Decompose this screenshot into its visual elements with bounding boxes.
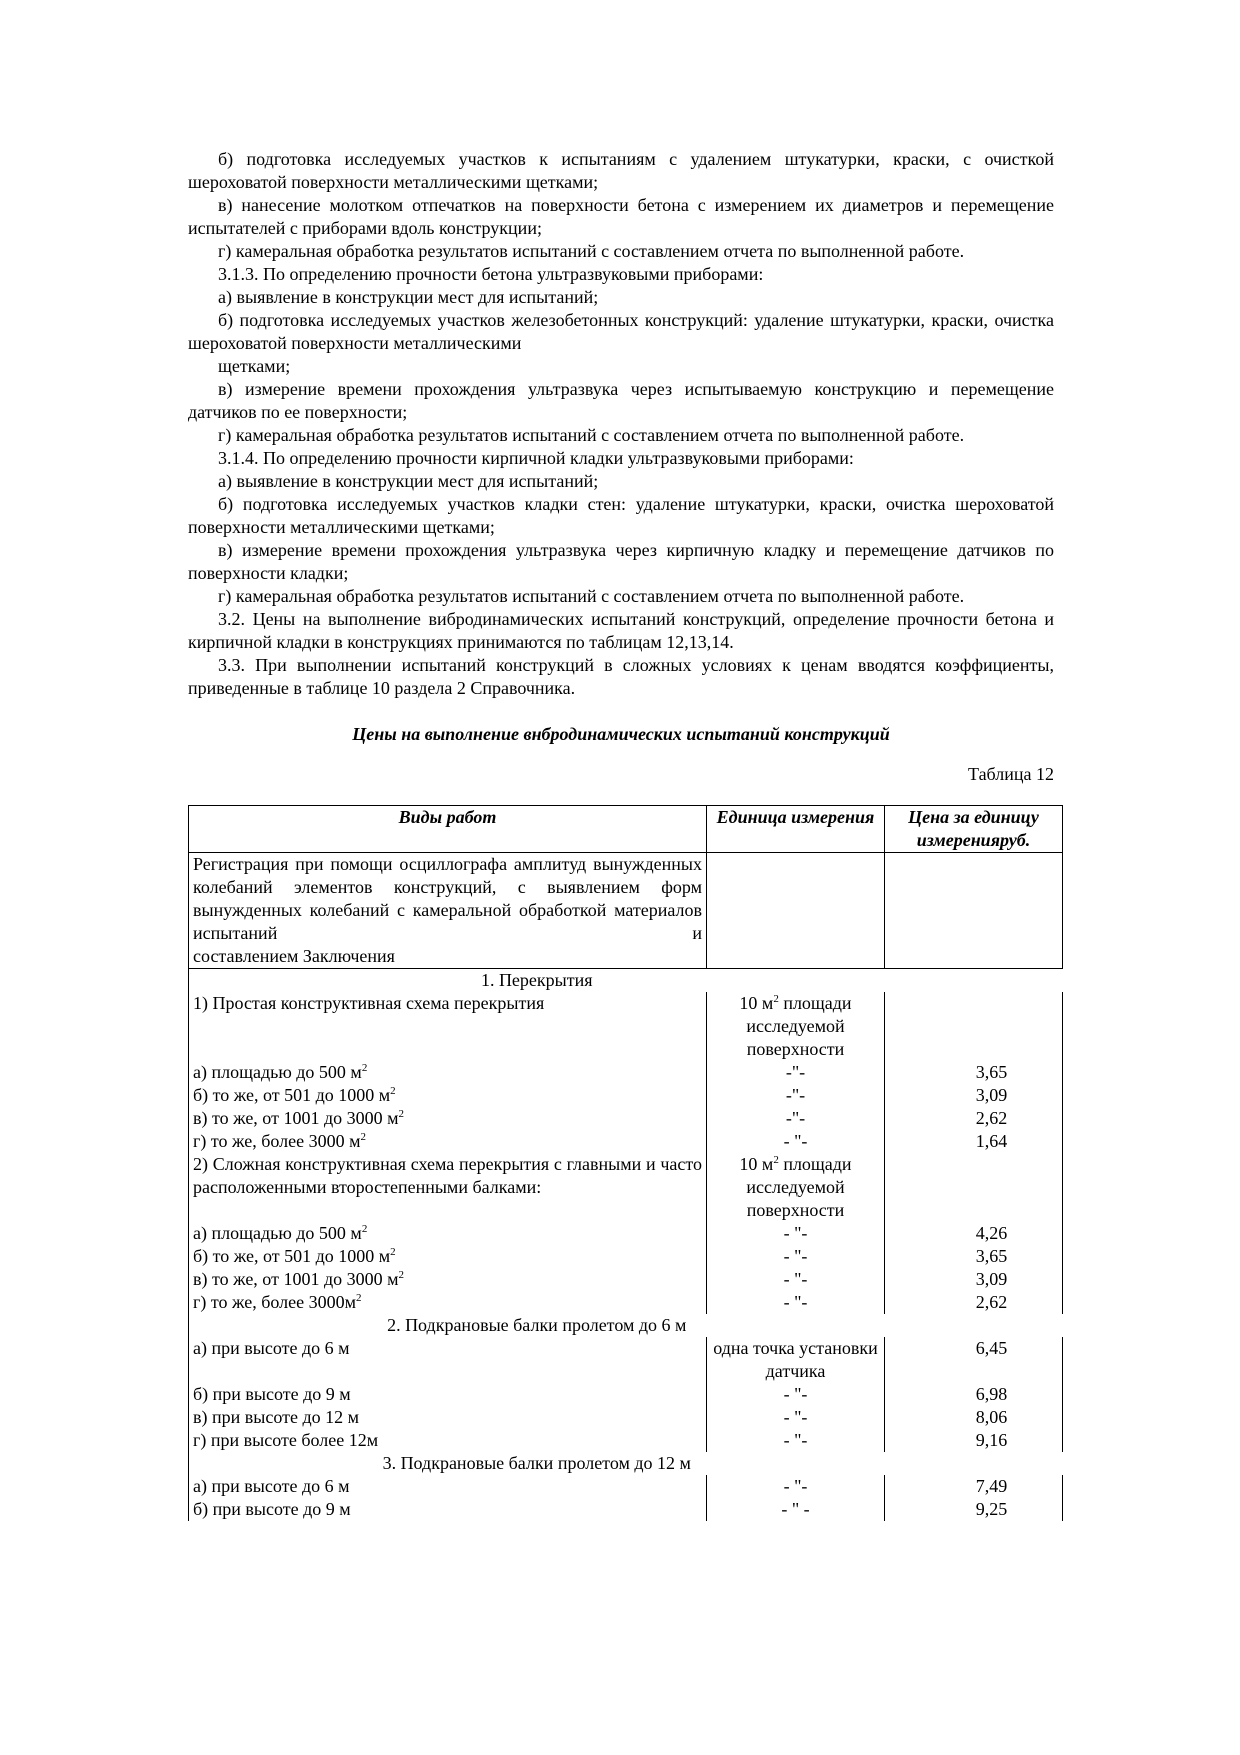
paragraph: 3.3. При выполнении испытаний конструкций в сложных условиях к ценам вводятся коэффициенты, приведенные в таблице 10 раздела 2 Справочника. (188, 655, 1054, 698)
section-title: 2. Подкрановые балки пролетом до 6 м (189, 1314, 885, 1337)
header-unit: Единица измерения (707, 806, 885, 853)
section-title: 3. Подкрановые балки пролетом до 12 м (189, 1452, 885, 1475)
section-row (189, 969, 1063, 993)
table-row: в) то же, от 1001 до 3000 $м^2$ - "- 3,09 (189, 1268, 1063, 1291)
table-row: б) при высоте до 9 м - "- 6,98 (189, 1383, 1063, 1406)
table-row: а) при высоте до 6 м одна точка установки датчика 6,45 (189, 1337, 1063, 1383)
paragraph: 3.1.3. По определению прочности бетона ультразвуковыми приборами: (218, 264, 764, 284)
paragraph: г) камеральная обработка результатов испытаний с составлением отчета по выполненной работе. (218, 425, 965, 445)
table-number: Таблица 12 (968, 764, 1054, 784)
paragraph: в) измерение времени прохождения ультразвука через кирпичную кладку и перемещение датчиков по поверхности кладки; (188, 540, 1054, 583)
paragraph: а) выявление в конструкции мест для испытаний; (218, 471, 599, 491)
paragraph: б) подготовка исследуемых участков к испытаниям с удалением штукатурки, краски, с очисткой шероховатой поверхности металлическими щетками; (188, 149, 1054, 192)
table-row: а) при высоте до 6 м - "- 7,49 (189, 1475, 1063, 1498)
table-row: 1) Простая конструктивная схема перекрытия 10 $м^2$ площади исследуемой поверхности (189, 992, 1063, 1061)
document-page (188, 148, 1054, 1521)
header-price: Цена за единицу измеренияруб. (885, 806, 1063, 853)
table-row: б) при высоте до 9 м - " - 9,25 (189, 1498, 1063, 1521)
table-row: б) то же, от 501 до 1000 $м^2$ - "- 3,65 (189, 1245, 1063, 1268)
paragraph: в) измерение времени прохождения ультразвука через испытываемую конструкцию и перемещение датчиков по ее поверхности; (188, 379, 1054, 422)
paragraph: щетками; (218, 356, 291, 376)
table-row (189, 853, 1063, 969)
paragraph: г) камеральная обработка результатов испытаний с составлением отчета по выполненной работе. (218, 241, 965, 261)
table-row: а) площадью до 500 $м^2$ -"- 3,65 (189, 1061, 1063, 1084)
table-row: г) то же, более $3000м^2$ - "- 2,62 (189, 1291, 1063, 1314)
table-caption: Цены на выполнение внбродинамических испытаний конструкций (352, 724, 890, 744)
table-row: а) площадью до 500 $м^2$ - "- 4,26 (189, 1222, 1063, 1245)
paragraph: в) нанесение молотком отпечатков на поверхности бетона с измерением их диаметров и перемещение испытателей с приборами вдоль конструкции; (188, 195, 1054, 238)
table-row: в) то же, от 1001 до 3000 $м^2$ -"- 2,62 (189, 1107, 1063, 1130)
paragraph: а) выявление в конструкции мест для испытаний; (218, 287, 599, 307)
section-row (189, 1452, 1063, 1475)
table-header-row (189, 806, 1063, 853)
header-work-type: Виды работ (189, 806, 707, 853)
section-row (189, 1314, 1063, 1337)
intro-cell: Регистрация при помощи осциллографа амплитуд вынужденных колебаний элементов конструкций, с выявлением форм вынужденных колебаний с камеральной обработкой материалов испытаний и составлением Заключения (189, 853, 707, 969)
table-row: в) при высоте до 12 м - "- 8,06 (189, 1406, 1063, 1429)
section-title: 1. Перекрытия (189, 969, 885, 993)
paragraph: г) камеральная обработка результатов испытаний с составлением отчета по выполненной работе. (218, 586, 965, 606)
paragraph: б) подготовка исследуемых участков кладки стен: удаление штукатурки, краски, очистка шероховатой поверхности металлическими щетками; (188, 494, 1054, 537)
price-table (188, 805, 1063, 1521)
table-row: 2) Сложная конструктивная схема перекрытия с главными и часто расположенными второстепенными балками: 10 $м^2$ площади исследуемой поверхности (189, 1153, 1063, 1222)
paragraph: б) подготовка исследуемых участков железобетонных конструкций: удаление штукатурки, краски, очистка шероховатой поверхности металлическими (188, 310, 1054, 353)
table-row: г) то же, более 3000 $м^2$ - "- 1,64 (189, 1130, 1063, 1153)
paragraph: 3.2. Цены на выполнение вибродинамических испытаний конструкций, определение прочности бетона и кирпичной кладки в конструкциях принимаются по таблицам 12,13,14. (188, 609, 1054, 652)
table-row: б) то же, от 501 до 1000 $м^2$ -"- 3,09 (189, 1084, 1063, 1107)
table-row: г) при высоте более 12м - "- 9,16 (189, 1429, 1063, 1452)
paragraph: 3.1.4. По определению прочности кирпичной кладки ультразвуковыми приборами: (218, 448, 854, 468)
